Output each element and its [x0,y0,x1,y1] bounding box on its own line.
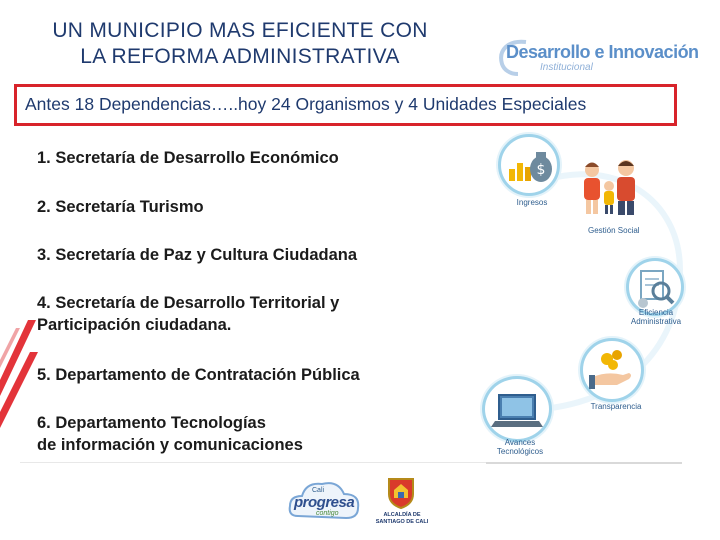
page-title-line-2: LA REFORMA ADMINISTRATIVA [80,45,400,68]
hand-coins-icon [583,341,641,399]
svg-text:$: $ [536,162,546,178]
list-item-2 [37,196,437,218]
cali-top-text: Cali [312,487,325,494]
list-item-2-text: 2. Secretaría Turismo [37,198,204,216]
footer-divider [20,462,486,463]
list-item-6 [37,412,437,456]
gestion-social-label: Gestión Social [588,226,640,235]
list-item-5-text: 5. Departamento de Contratación Pública [37,366,360,384]
cali-progresa-logo [286,476,362,526]
page-title-line-1: UN MUNICIPIO MAS EFICIENTE CON [52,19,428,42]
avances-label-line-2: Tecnológicos [496,447,544,456]
footer-divider-accent [486,462,682,464]
list-item-3-text: 3. Secretaría de Paz y Cultura Ciudadana [37,246,358,264]
logo-sub-text: Institucional [540,62,593,73]
list-item-3 [37,244,437,266]
transparencia-label: Transparencia [590,402,642,411]
eficiencia-label-line-2: Administrativa [630,317,682,326]
list-item-4-line-2: Participación ciudadana. [37,316,232,334]
list-item-4 [37,292,427,336]
avances-label-line-1: Avances [504,438,536,447]
list-item-6-line-1: 6. Departamento Tecnologías [37,414,266,432]
alcaldia-line-2: SANTIAGO DE CALI [375,519,429,525]
cali-sub-text: contigo [316,510,339,517]
alcaldia-line-1: ALCALDÍA DE [383,512,421,518]
desarrollo-innovacion-logo [496,38,706,78]
document-search-icon [629,261,681,313]
avances-circle [482,376,552,442]
cali-main-text: progresa [294,494,355,511]
money-bag-icon [501,137,557,193]
transparencia-circle [580,338,644,402]
family-figure [578,158,644,218]
list-item-1 [37,147,437,169]
list-item-6-line-2: de información y comunicaciones [37,436,303,454]
alcaldia-text [362,512,442,526]
avances-label [488,438,552,456]
list-item-1-text: 1. Secretaría de Desarrollo Económico [37,149,339,167]
decorative-stripes-icon [0,320,40,430]
page-title [20,18,460,70]
logo-main-text: Desarrollo e Innovación [506,42,699,62]
laptop-icon [485,379,549,439]
list-item-4-line-1: 4. Secretaría de Desarrollo Territorial y [37,294,340,312]
alcaldia-logo [362,476,442,532]
infographic [480,130,720,460]
banner-text: Antes 18 Dependencias…..hoy 24 Organismos y 4 Unidades Especiales [25,94,587,114]
eficiencia-label-line-1: Eficiencia [638,308,674,317]
family-icon [578,158,644,218]
coat-of-arms-icon [386,476,416,510]
banner-box [14,84,677,126]
ingresos-circle [498,134,560,196]
ingresos-label: Ingresos [516,198,548,207]
list-item-5 [37,364,437,386]
eficiencia-label [616,308,696,326]
